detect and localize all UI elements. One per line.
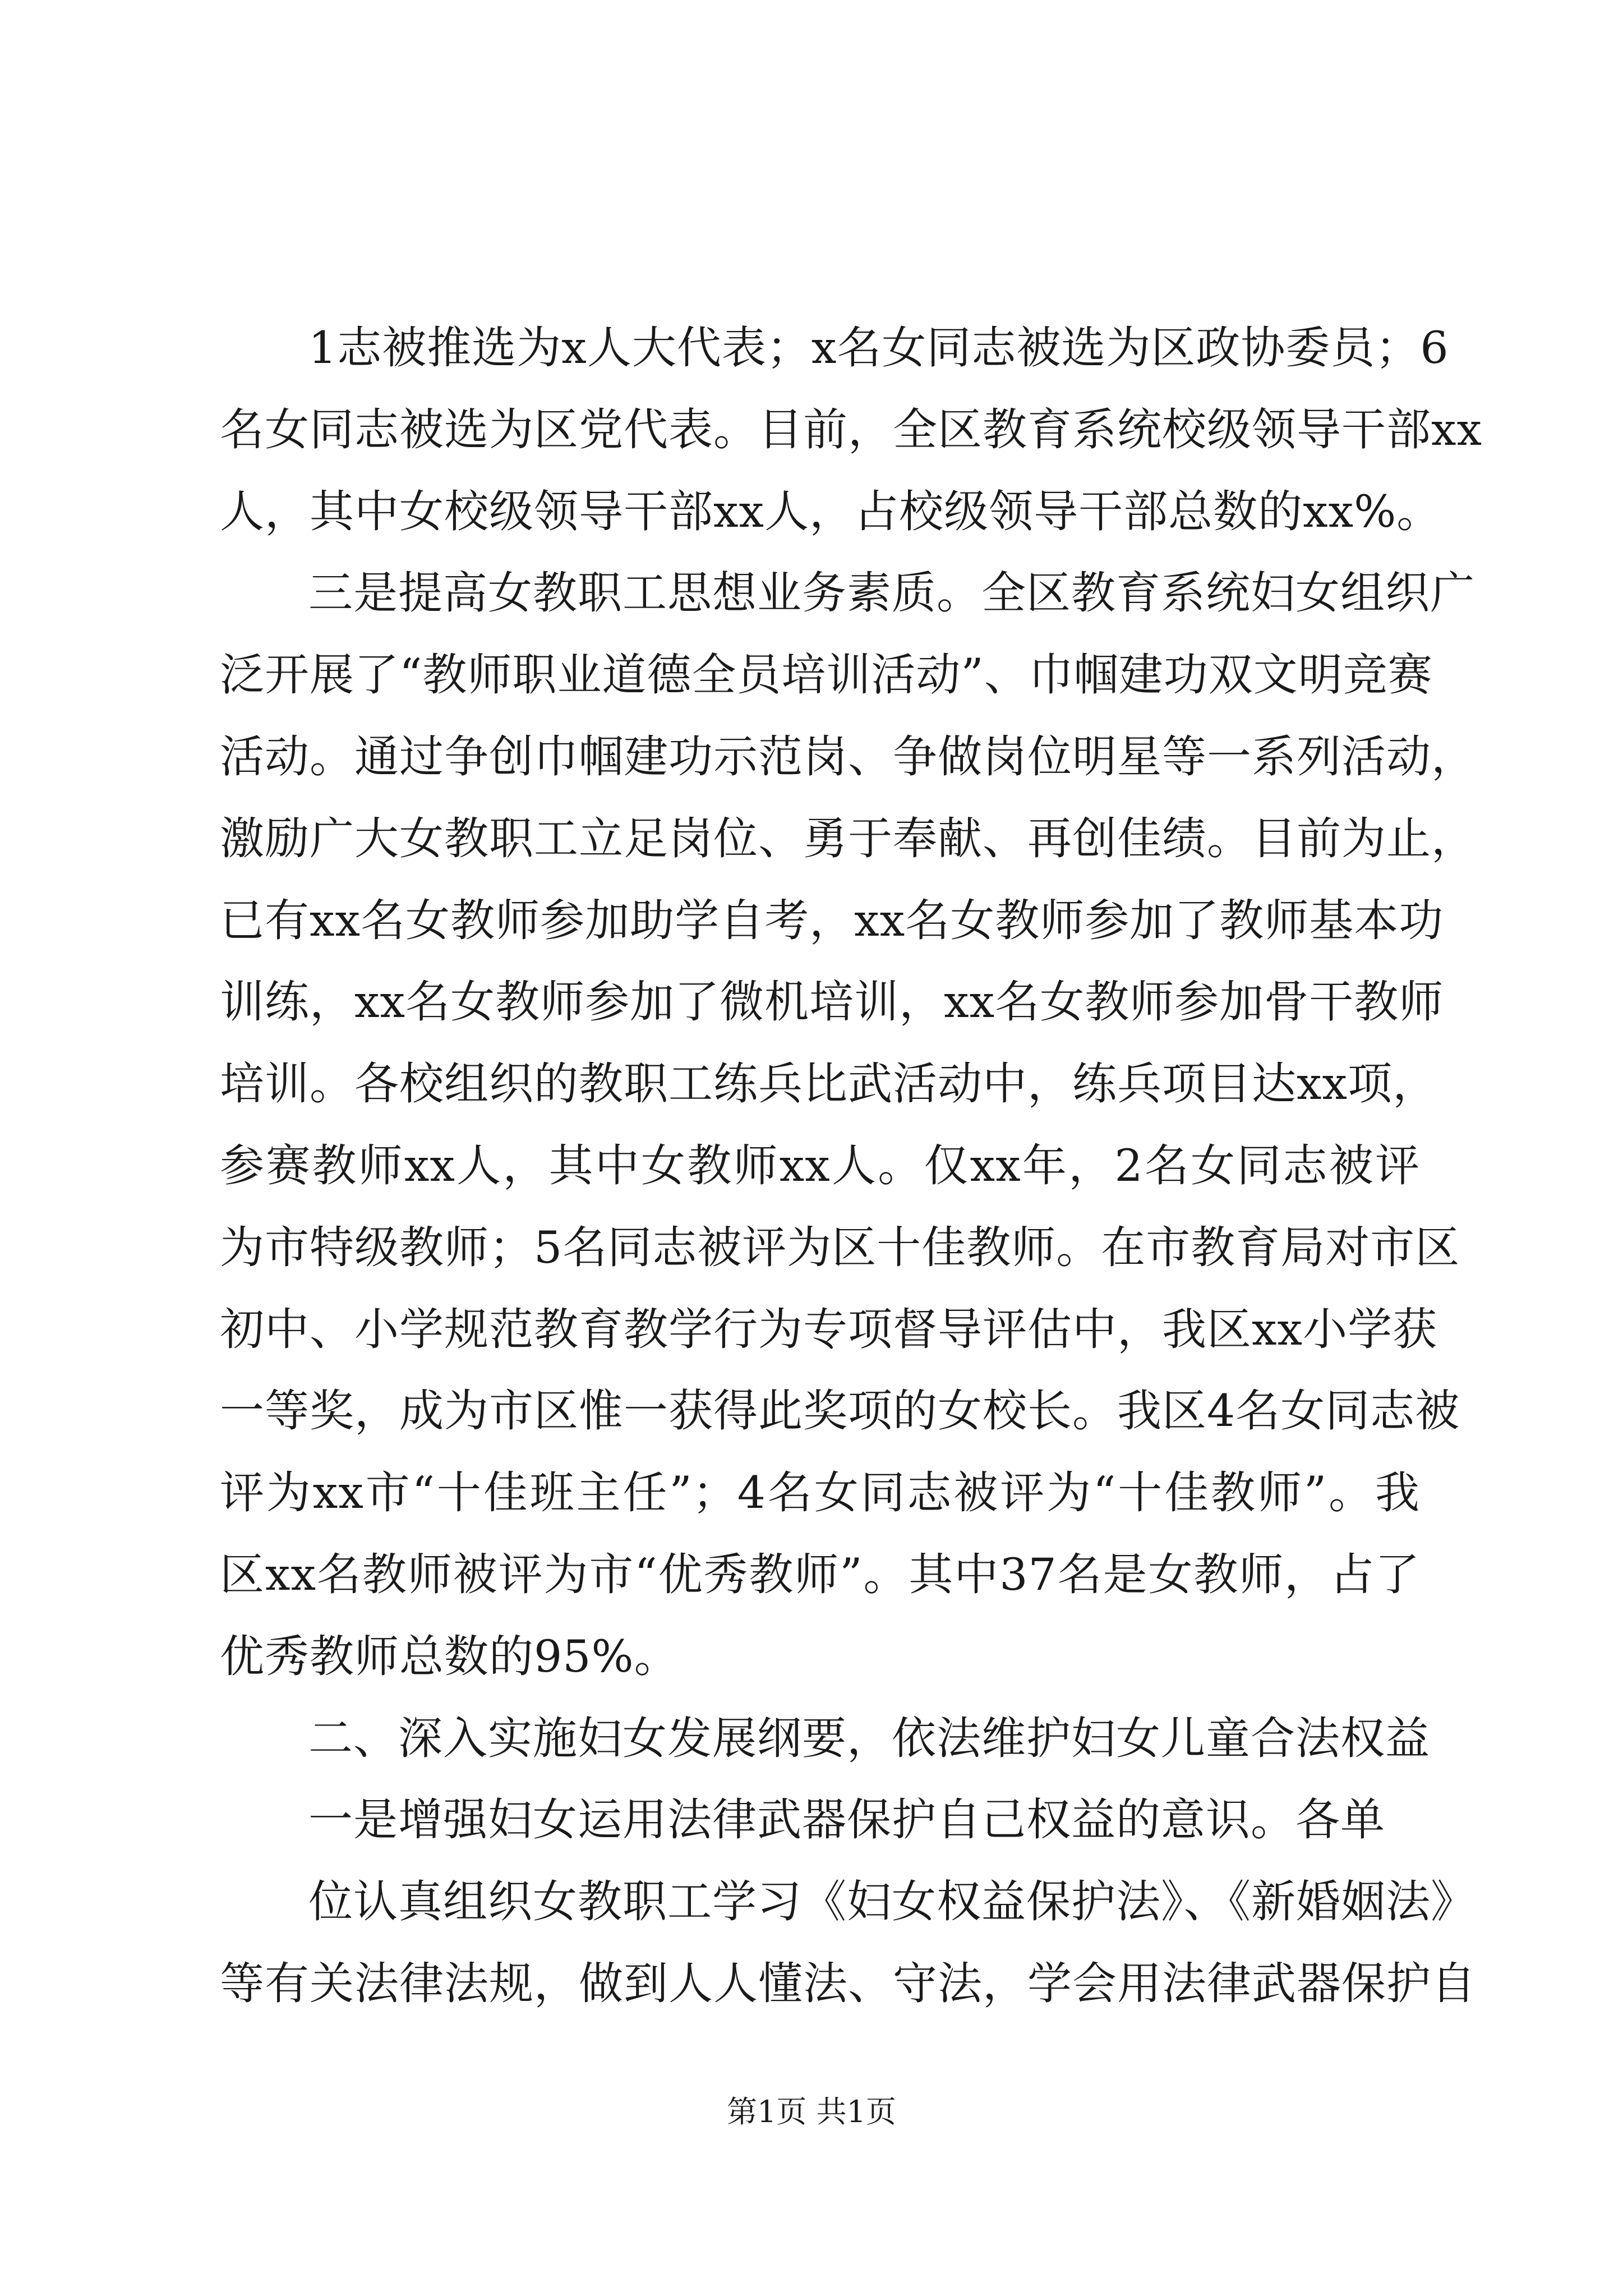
paragraph-line: 激励广大女教职工立足岗位、勇于奉献、再创佳绩。目前为止，	[220, 812, 1476, 864]
paragraph-line: 位认真组织女教职工学习《妇女权益保护法》、《新婚姻法》	[308, 1876, 1476, 1928]
paragraph-line: 名女同志被选为区党代表。目前，全区教育系统校级领导干部xx	[220, 403, 1483, 455]
paragraph-line: 人，其中女校级领导干部xx人，占校级领导干部总数的xx%。	[220, 485, 1442, 537]
paragraph-line: 已有xx名女教师参加助学自考，xx名女教师参加了教师基本功	[220, 894, 1444, 946]
paragraph-line: 活动。通过争创巾帼建功示范岗、争做岗位明星等一系列活动，	[220, 730, 1476, 783]
paragraph-line: 泛开展了“教师职业道德全员培训活动”、巾帼建功双文明竞赛	[220, 649, 1433, 701]
paragraph-line: 参赛教师xx人，其中女教师xx人。仅xx年，2名女同志被评	[220, 1139, 1420, 1191]
paragraph-line: 等有关法律法规，做到人人懂法、守法，学会用法律武器保护自	[220, 1957, 1476, 2009]
paragraph-line: 训练，xx名女教师参加了微机培训，xx名女教师参加骨干教师	[220, 976, 1444, 1028]
document-body	[220, 307, 1483, 2025]
paragraph-line: 三是提高女教职工思想业务素质。全区教育系统妇女组织广	[308, 567, 1475, 619]
page-footer: 第1页 共1页	[727, 2094, 896, 2129]
paragraph-line: 评为xx市“十佳班主任”；4名女同志被评为“十佳教师”。我	[220, 1467, 1420, 1519]
paragraph-line: 培训。各校组织的教职工练兵比武活动中，练兵项目达xx项，	[220, 1058, 1438, 1110]
paragraph-line: 为市特级教师；5名同志被评为区十佳教师。在市教育局对市区	[220, 1221, 1460, 1273]
paragraph-line: 一是增强妇女运用法律武器保护自己权益的意识。各单	[308, 1794, 1385, 1846]
paragraph-line: 区xx名教师被评为市“优秀教师”。其中37名是女教师，占了	[220, 1548, 1420, 1600]
paragraph-line: 1志被推选为x人大代表；x名女同志被选为区政协委员；6	[308, 322, 1449, 374]
paragraph-line: 初中、小学规范教育教学行为专项督导评估中，我区xx小学获	[220, 1303, 1438, 1355]
section-heading: 二、深入实施妇女发展纲要，依法维护妇女儿童合法权益	[308, 1712, 1430, 1764]
paragraph-line: 优秀教师总数的95%。	[220, 1630, 679, 1682]
paragraph-line: 一等奖，成为市区惟一获得此奖项的女校长。我区4名女同志被	[220, 1385, 1460, 1437]
